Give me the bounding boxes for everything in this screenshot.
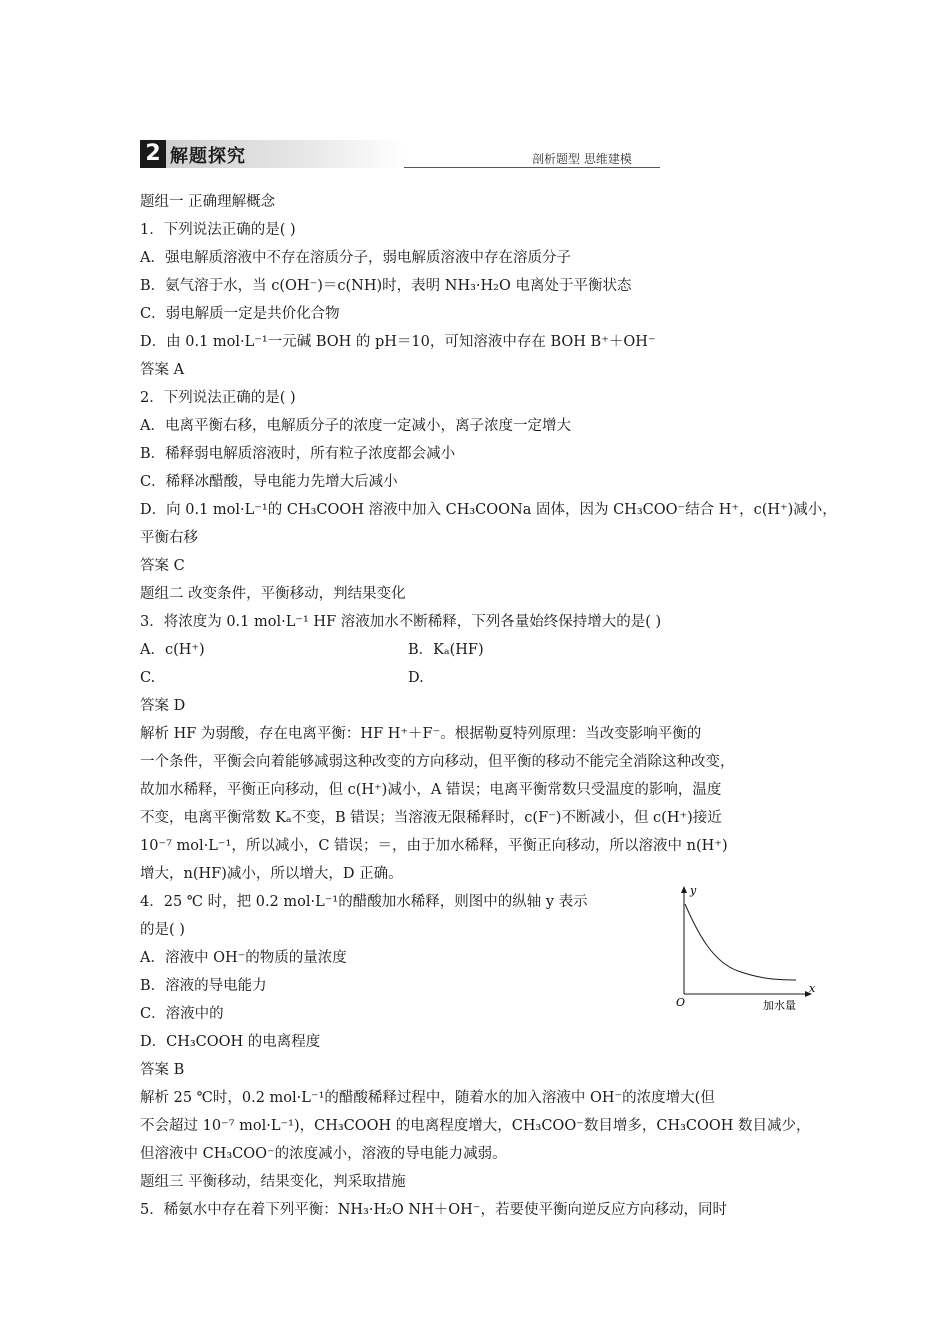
- answer-line: 答案 B: [140, 1062, 185, 1078]
- explanation-line: 增大，n(HF)减小，所以增大，D 正确。: [140, 866, 403, 882]
- option-line: A．溶液中 OH⁻的物质的量浓度: [140, 950, 347, 966]
- group-heading: 题组二 改变条件，平衡移动，判结果变化: [140, 586, 406, 602]
- answer-line: 答案 C: [140, 558, 185, 574]
- option-row: [140, 640, 484, 660]
- explanation-line: 不变，电离平衡常数 Kₐ不变，B 错误；当溶液无限稀释时，c(F⁻)不断减小，但 c(H⁺)接近: [140, 810, 722, 826]
- option-c: C.: [140, 670, 156, 686]
- option-line: D．向 0.1 mol·L⁻¹的 CH₃COOH 溶液中加入 CH₃COONa 固体，因为 CH₃COO⁻结合 H⁺，c(H⁺)减小，: [140, 502, 837, 518]
- option-line: A．强电解质溶液中不存在溶质分子，弱电解质溶液中存在溶质分子: [140, 250, 571, 266]
- explanation-line: 10⁻⁷ mol·L⁻¹，所以减小，C 错误；＝，由于加水稀释，平衡正向移动，所以溶液中 n(H⁺): [140, 838, 728, 854]
- answer-line: 答案 A: [140, 362, 185, 378]
- group-heading: 题组一 正确理解概念: [140, 194, 276, 210]
- explanation-line: 不会超过 10⁻⁷ mol·L⁻¹)，CH₃COOH 的电离程度增大，CH₃COO⁻数目增多，CH₃COOH 数目减少，: [140, 1118, 811, 1134]
- section-number-badge: 2: [140, 140, 166, 168]
- option-b: B．Kₐ(HF): [408, 642, 484, 658]
- y-axis-arrow: [681, 886, 687, 893]
- group-heading: 题组三 平衡移动，结果变化，判采取措施: [140, 1174, 406, 1190]
- option-d: D.: [408, 670, 424, 686]
- explanation-line: 但溶液中 CH₃COO⁻的浓度减小，溶液的导电能力减弱。: [140, 1146, 507, 1162]
- y-axis-label: y: [690, 884, 697, 897]
- explanation-line: 解析 HF 为弱酸，存在电离平衡：HF H⁺＋F⁻。根据勒夏特列原理：当改变影响平衡的: [140, 726, 702, 742]
- question-stem-continued: 的是( ): [140, 922, 185, 938]
- option-line: B．稀释弱电解质溶液时，所有粒子浓度都会减小: [140, 446, 456, 462]
- question-stem: 1．下列说法正确的是( ): [140, 222, 296, 238]
- question-stem: 4．25 ℃ 时，把 0.2 mol·L⁻¹的醋酸加水稀释，则图中的纵轴 y 表示: [140, 894, 588, 910]
- option-line: A．电离平衡右移，电解质分子的浓度一定减小，离子浓度一定增大: [140, 418, 571, 434]
- explanation-line: 解析 25 ℃时，0.2 mol·L⁻¹的醋酸稀释过程中，随着水的加入溶液中 OH⁻的浓度增大(但: [140, 1090, 715, 1106]
- section-title: 解题探究: [170, 146, 246, 167]
- answer-line: 答案 D: [140, 698, 186, 714]
- x-axis-label: x: [809, 982, 816, 995]
- dilution-graph: [668, 884, 818, 1012]
- explanation-line: 故加水稀释，平衡正向移动，但 c(H⁺)减小，A 错误；电离平衡常数只受温度的影响，温度: [140, 782, 722, 798]
- section-header: [140, 140, 632, 170]
- curve: [685, 904, 796, 980]
- question-stem: 5．稀氨水中存在着下列平衡：NH₃·H₂O NH＋OH⁻，若要使平衡向逆反应方向移动，同时: [140, 1202, 727, 1218]
- option-line: C．稀释冰醋酸，导电能力先增大后减小: [140, 474, 398, 490]
- option-a: A．c(H⁺): [140, 642, 205, 658]
- question-stem: 2．下列说法正确的是( ): [140, 390, 296, 406]
- x-axis-caption: 加水量: [763, 999, 796, 1012]
- header-rule: [404, 167, 660, 168]
- origin-label: O: [676, 996, 686, 1009]
- explanation-line: 一个条件，平衡会向着能够减弱这种改变的方向移动，但平衡的移动不能完全消除这种改变，: [140, 754, 735, 770]
- option-line: D．CH₃COOH 的电离程度: [140, 1034, 321, 1050]
- option-line: C．弱电解质一定是共价化合物: [140, 306, 340, 322]
- option-line-continued: 平衡右移: [140, 530, 198, 546]
- section-subtitle: 剖析题型 思维建模: [532, 152, 632, 166]
- option-line: C．溶液中的: [140, 1006, 224, 1022]
- option-row: [140, 668, 424, 688]
- option-line: D．由 0.1 mol·L⁻¹一元碱 BOH 的 pH＝10，可知溶液中存在 BOH B⁺＋OH⁻: [140, 334, 656, 350]
- question-stem: 3．将浓度为 0.1 mol·L⁻¹ HF 溶液加水不断稀释，下列各量始终保持增大的是( ): [140, 614, 662, 630]
- option-line: B．溶液的导电能力: [140, 978, 267, 994]
- option-line: B．氨气溶于水，当 c(OH⁻)＝c(NH)时，表明 NH₃·H₂O 电离处于平衡状态: [140, 278, 632, 294]
